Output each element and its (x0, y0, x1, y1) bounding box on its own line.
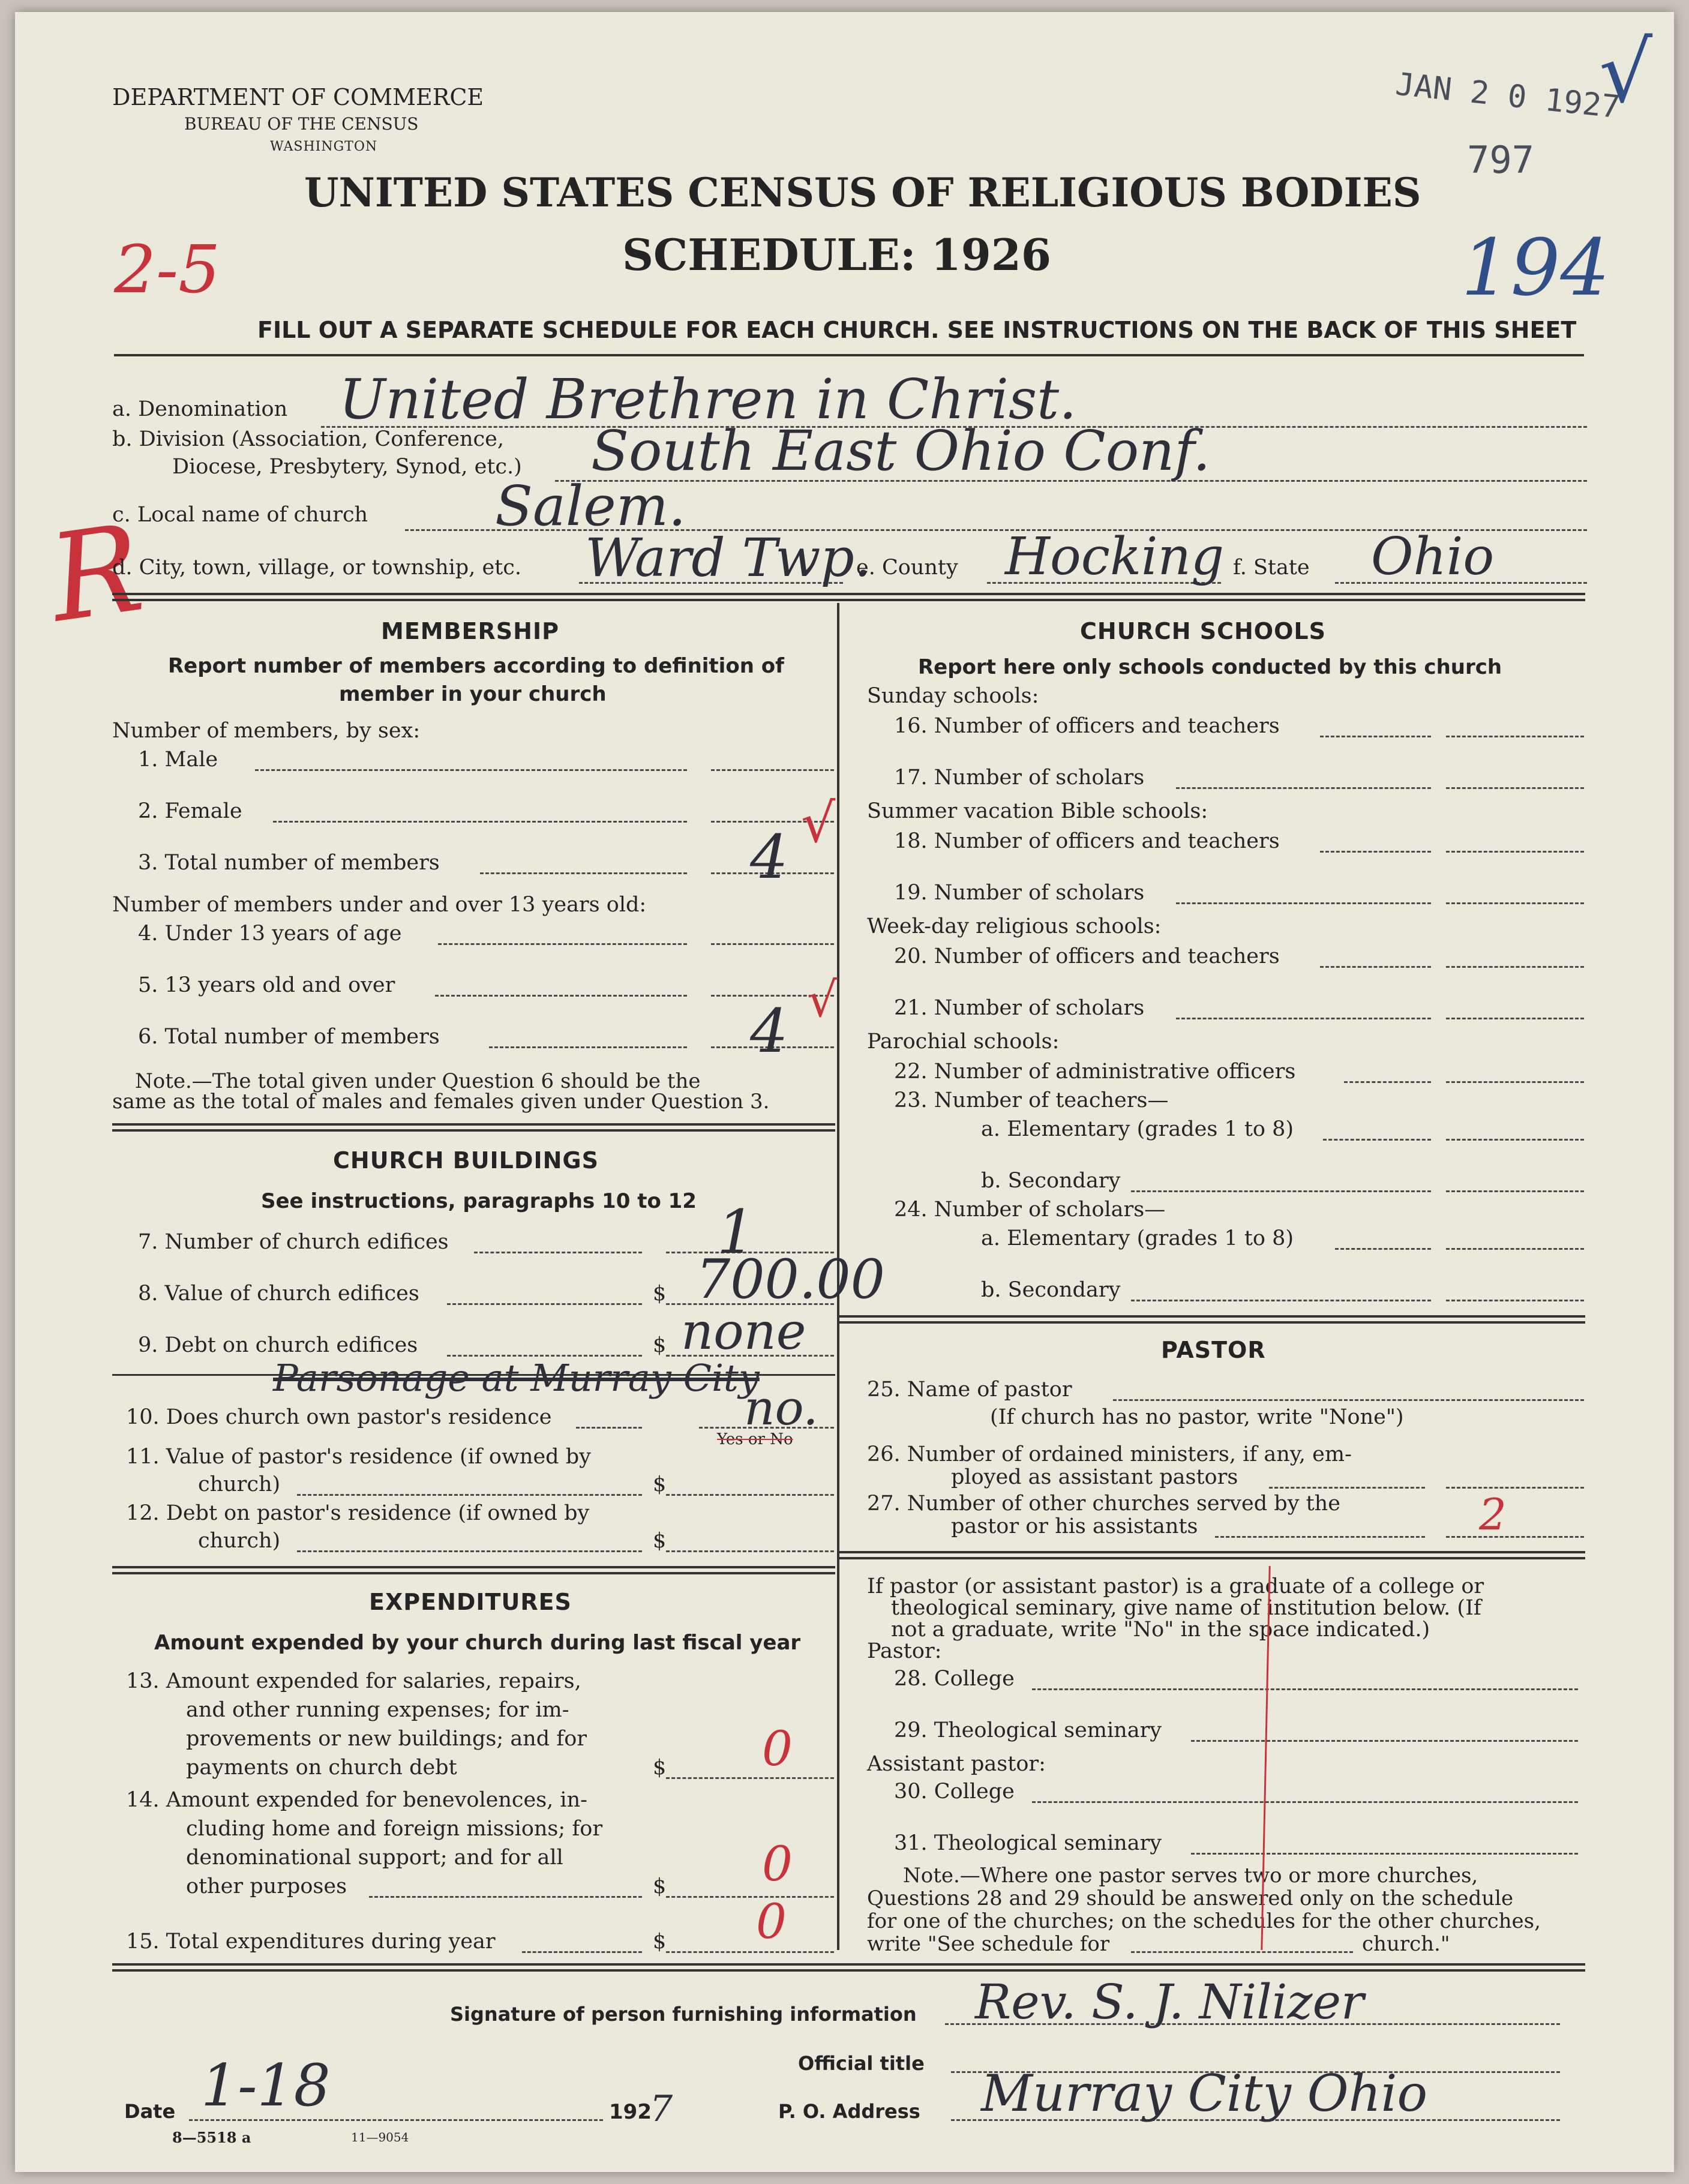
q10-leader (576, 1427, 642, 1429)
buildings-intro: See instructions, paragraphs 10 to 12 (261, 1189, 697, 1213)
q14-label-2: cluding home and foreign missions; for (186, 1817, 603, 1841)
division-label-2: Diocese, Presbytery, Synod, etc.) (172, 455, 522, 479)
q6-check: √ (807, 972, 838, 1028)
q28-answer-line[interactable] (1032, 1688, 1578, 1690)
date-label: Date (124, 2100, 176, 2123)
pastor-note-4b: church." (1362, 1932, 1450, 1956)
ident-rule-2 (112, 599, 1585, 601)
q14-answer-line[interactable] (666, 1896, 834, 1898)
q22-leader (1344, 1081, 1431, 1083)
q23a-answer-line[interactable] (1446, 1139, 1584, 1141)
pastor-note-4a: write "See schedule for (867, 1932, 1110, 1956)
q25-answer-line[interactable] (1113, 1399, 1584, 1401)
q23b-leader (1131, 1190, 1431, 1192)
q7-value[interactable]: 1 (717, 1197, 755, 1267)
schedule-title: SCHEDULE: 1926 (622, 229, 1051, 280)
file-number-stamp: 797 (1467, 138, 1534, 182)
city-name: WASHINGTON (270, 139, 378, 154)
signature-label: Signature of person furnishing information (450, 2003, 917, 2026)
graduate-intro-3: not a graduate, write "No" in the space indicated.) (891, 1618, 1430, 1642)
buildings-rule-2 (112, 1572, 835, 1574)
q14-dollar: $ (653, 1874, 667, 1898)
q27-label-2: pastor or his assistants (951, 1514, 1198, 1538)
q12-answer-line[interactable] (666, 1550, 834, 1552)
q8-value[interactable]: 700.00 (696, 1248, 885, 1311)
q12-leader (297, 1550, 642, 1552)
q6-value[interactable]: 4 (750, 996, 788, 1066)
q29-answer-line[interactable] (1191, 1740, 1578, 1742)
q23b-label: b. Secondary (981, 1169, 1121, 1193)
q2-female-label: 2. Female (138, 799, 242, 823)
q8-leader (447, 1303, 642, 1305)
assistant-sublabel: Assistant pastor: (867, 1752, 1046, 1776)
graduate-intro-2: theological seminary, give name of institution below. (If (891, 1596, 1481, 1620)
parochial-schools-label: Parochial schools: (867, 1030, 1060, 1054)
q9-label: 9. Debt on church edifices (138, 1333, 418, 1357)
q18-leader (1320, 851, 1431, 853)
q13-label-1: 13. Amount expended for salaries, repairs, (126, 1669, 581, 1693)
q13-label-4: payments on church debt (186, 1756, 457, 1780)
q11-label-2: church) (198, 1472, 281, 1496)
ident-rule-1 (112, 593, 1585, 595)
q13-answer-line[interactable] (666, 1777, 834, 1779)
form-number: 8—5518 a (172, 2129, 251, 2146)
q20-label: 20. Number of officers and teachers (894, 944, 1280, 968)
pastor-sublabel: Pastor: (867, 1639, 942, 1663)
year-value[interactable]: 7 (650, 2088, 673, 2130)
q8-dollar: $ (653, 1282, 667, 1306)
q21-leader (1176, 1018, 1431, 1019)
q26-answer-line[interactable] (1446, 1487, 1584, 1489)
q1-male-label: 1. Male (138, 748, 218, 772)
summer-schools-label: Summer vacation Bible schools: (867, 799, 1208, 823)
q15-value[interactable]: 0 (756, 1894, 787, 1949)
denomination-value[interactable]: United Brethren in Christ. (339, 367, 1077, 431)
address-value[interactable]: Murray City Ohio (981, 2064, 1428, 2123)
q26-label-2: ployed as assistant pastors (951, 1465, 1238, 1489)
expenditures-intro: Amount expended by your church during last fiscal year (154, 1631, 801, 1655)
q30-label: 30. College (894, 1780, 1015, 1804)
county-value[interactable]: Hocking (1005, 527, 1224, 587)
membership-note-2: same as the total of males and females given under Question 3. (112, 1090, 770, 1114)
q23a-label: a. Elementary (grades 1 to 8) (981, 1117, 1294, 1141)
division-label-1: b. Division (Association, Conference, (112, 427, 504, 451)
q26-leader (1269, 1487, 1425, 1489)
q21-answer-line[interactable] (1446, 1018, 1584, 1019)
q3-check: √ (801, 792, 836, 855)
q16-label: 16. Number of officers and teachers (894, 714, 1280, 738)
q13-label-3: provements or new buildings; and for (186, 1727, 587, 1751)
q17-answer-line[interactable] (1446, 787, 1584, 789)
q14-label-4: other purposes (186, 1874, 347, 1898)
q11-answer-line[interactable] (666, 1494, 834, 1496)
q22-label: 22. Number of administrative officers (894, 1060, 1296, 1084)
q11-leader (297, 1494, 642, 1496)
weekday-schools-label: Week-day religious schools: (867, 914, 1162, 938)
q18-label: 18. Number of officers and teachers (894, 829, 1280, 853)
city-label: d. City, town, village, or township, etc. (112, 556, 521, 580)
q3-total-label: 3. Total number of members (138, 851, 440, 875)
q24a-answer-line[interactable] (1446, 1248, 1584, 1250)
department-name: DEPARTMENT OF COMMERCE (112, 84, 484, 110)
state-label: f. State (1233, 556, 1310, 580)
church-name-label: c. Local name of church (112, 503, 368, 527)
yes-no-hint: Yes or No (717, 1430, 793, 1448)
date-line[interactable] (189, 2119, 603, 2121)
pastor-note-2: Questions 28 and 29 should be answered only on the schedule (867, 1886, 1514, 1910)
sunday-schools-label: Sunday schools: (867, 684, 1039, 708)
expenditures-heading: EXPENDITURES (369, 1589, 572, 1615)
q6-leader (489, 1046, 687, 1048)
q14-value[interactable]: 0 (762, 1836, 793, 1892)
year-prefix: 192 (609, 2100, 652, 2124)
pastor-heading: PASTOR (1161, 1337, 1266, 1363)
section-mark: 2-5 (114, 231, 221, 308)
q19-label: 19. Number of scholars (894, 881, 1145, 905)
form-instruction: FILL OUT A SEPARATE SCHEDULE FOR EACH CHURCH. SEE INSTRUCTIONS ON THE BACK OF THIS SHEET (257, 317, 1577, 343)
q26-label-1: 26. Number of ordained ministers, if any, em- (867, 1442, 1352, 1466)
schools-rule-2 (839, 1321, 1585, 1324)
q12-label-1: 12. Debt on pastor's residence (if owned by (126, 1501, 590, 1525)
signature-value[interactable]: Rev. S. J. Nilizer (975, 1974, 1364, 2030)
q31-answer-line[interactable] (1191, 1853, 1578, 1855)
denomination-label: a. Denomination (112, 397, 288, 421)
address-label: P. O. Address (778, 2100, 920, 2123)
q9-value[interactable]: none (681, 1302, 806, 1361)
q9-dollar: $ (653, 1333, 667, 1357)
footer-rule-2 (112, 1969, 1585, 1972)
census-form-sheet (15, 12, 1674, 2172)
q3-value[interactable]: 4 (750, 822, 788, 892)
approval-check-mark: √ (1599, 24, 1653, 122)
q21-label: 21. Number of scholars (894, 996, 1145, 1020)
q7-label: 7. Number of church edifices (138, 1230, 449, 1254)
pastor-note-1: Note.—Where one pastor serves two or more churches, (903, 1864, 1478, 1888)
q25-label: 25. Name of pastor (867, 1378, 1072, 1402)
q11-dollar: $ (653, 1472, 667, 1496)
q14-label-1: 14. Amount expended for benevolences, in- (126, 1788, 587, 1812)
q31-label: 31. Theological seminary (894, 1831, 1162, 1855)
membership-heading: MEMBERSHIP (381, 618, 559, 644)
county-label: e. County (856, 556, 958, 580)
header-rule (114, 354, 1584, 356)
q1-answer-line[interactable] (711, 769, 834, 771)
buildings-rule (112, 1566, 835, 1568)
q7-leader (474, 1252, 642, 1253)
pastor-note-3: for one of the churches; on the schedules for the other churches, (867, 1909, 1541, 1933)
q12-label-2: church) (198, 1529, 281, 1553)
city-value[interactable]: Ward Twp. (585, 527, 871, 589)
q24a-leader (1335, 1248, 1431, 1250)
q8-label: 8. Value of church edifices (138, 1282, 419, 1306)
q23b-answer-line[interactable] (1446, 1190, 1584, 1192)
q22-answer-line[interactable] (1446, 1081, 1584, 1083)
q15-dollar: $ (653, 1930, 667, 1954)
page-number-mark: 194 (1461, 222, 1610, 313)
q24-label: 24. Number of scholars— (894, 1198, 1166, 1222)
q20-answer-line[interactable] (1446, 966, 1584, 968)
q23a-leader (1323, 1139, 1431, 1141)
pastor-rule (839, 1551, 1585, 1553)
q24b-leader (1131, 1300, 1431, 1301)
q23-label: 23. Number of teachers— (894, 1088, 1169, 1112)
q30-answer-line[interactable] (1032, 1801, 1578, 1803)
q27-label-1: 27. Number of other churches served by the (867, 1492, 1340, 1516)
q10-label: 10. Does church own pastor's residence (126, 1405, 552, 1429)
margin-mark: R (41, 498, 151, 650)
official-title-label: Official title (798, 2052, 925, 2075)
q10-value[interactable]: no. (744, 1380, 818, 1436)
membership-intro-2: member in your church (339, 682, 607, 706)
buildings-heading: CHURCH BUILDINGS (333, 1147, 599, 1174)
membership-rule (112, 1123, 835, 1126)
received-date-stamp: JAN 2 0 1927 (1393, 66, 1622, 126)
q12-dollar: $ (653, 1529, 667, 1553)
membership-intro-1: Report number of members according to definition of (168, 654, 784, 678)
schools-intro: Report here only schools conducted by this church (918, 655, 1502, 679)
q1-leader (255, 769, 687, 771)
q15-leader (522, 1951, 642, 1953)
q5-over13-label: 5. 13 years old and over (138, 973, 395, 997)
q24b-answer-line[interactable] (1446, 1300, 1584, 1301)
age-intro-label: Number of members under and over 13 years old: (112, 893, 647, 917)
q24b-label: b. Secondary (981, 1278, 1121, 1302)
bureau-name: BUREAU OF THE CENSUS (184, 114, 419, 134)
pastor-note-blank[interactable] (1131, 1951, 1353, 1953)
schools-heading: CHURCH SCHOOLS (1080, 618, 1326, 644)
footer-rule (112, 1963, 1585, 1966)
pastor-rule-2 (839, 1557, 1585, 1559)
q5-leader (435, 995, 687, 997)
q2-leader (273, 821, 687, 823)
q29-label: 29. Theological seminary (894, 1718, 1162, 1742)
date-value[interactable]: 1-18 (201, 2052, 331, 2119)
q27-leader (1215, 1536, 1425, 1538)
q17-label: 17. Number of scholars (894, 766, 1145, 790)
q27-value[interactable]: 2 (1479, 1489, 1507, 1540)
schools-rule (839, 1315, 1585, 1318)
q27-answer-line[interactable] (1446, 1536, 1584, 1538)
q13-label-2: and other running expenses; for im- (186, 1698, 569, 1722)
q4-leader (438, 943, 687, 945)
q4-under13-label: 4. Under 13 years of age (138, 922, 402, 946)
q16-answer-line[interactable] (1446, 736, 1584, 737)
q4-answer-line[interactable] (711, 943, 834, 945)
q17-leader (1176, 787, 1431, 789)
q20-leader (1320, 966, 1431, 968)
church-name-value[interactable]: Salem. (495, 474, 686, 538)
membership-rule-2 (112, 1129, 835, 1132)
graduate-intro-1: If pastor (or assistant pastor) is a graduate of a college or (867, 1574, 1484, 1598)
q19-answer-line[interactable] (1446, 902, 1584, 904)
q28-label: 28. College (894, 1667, 1015, 1691)
q18-answer-line[interactable] (1446, 851, 1584, 853)
struck-parsonage-note: Parsonage at Murray City (273, 1356, 760, 1400)
q14-leader (369, 1896, 642, 1898)
q24a-label: a. Elementary (grades 1 to 8) (981, 1226, 1294, 1250)
q15-answer-line[interactable] (666, 1951, 834, 1953)
q6-total-label: 6. Total number of members (138, 1025, 440, 1049)
q13-dollar: $ (653, 1756, 667, 1780)
q3-leader (480, 872, 687, 874)
members-by-sex-label: Number of members, by sex: (112, 719, 421, 743)
q25-note: (If church has no pastor, write "None") (990, 1405, 1404, 1429)
q16-leader (1320, 736, 1431, 737)
division-value[interactable]: South East Ohio Conf. (591, 419, 1211, 483)
q11-label-1: 11. Value of pastor's residence (if owned by (126, 1445, 591, 1469)
q13-value[interactable]: 0 (762, 1721, 793, 1777)
state-value[interactable]: Ohio (1371, 527, 1495, 587)
q15-label: 15. Total expenditures during year (126, 1930, 496, 1954)
membership-note-1: Note.—The total given under Question 6 should be the (135, 1069, 701, 1093)
print-number: 11—9054 (351, 2130, 409, 2144)
q14-label-3: denominational support; and for all (186, 1846, 563, 1870)
form-title: UNITED STATES CENSUS OF RELIGIOUS BODIES (304, 169, 1421, 216)
q19-leader (1176, 902, 1431, 904)
